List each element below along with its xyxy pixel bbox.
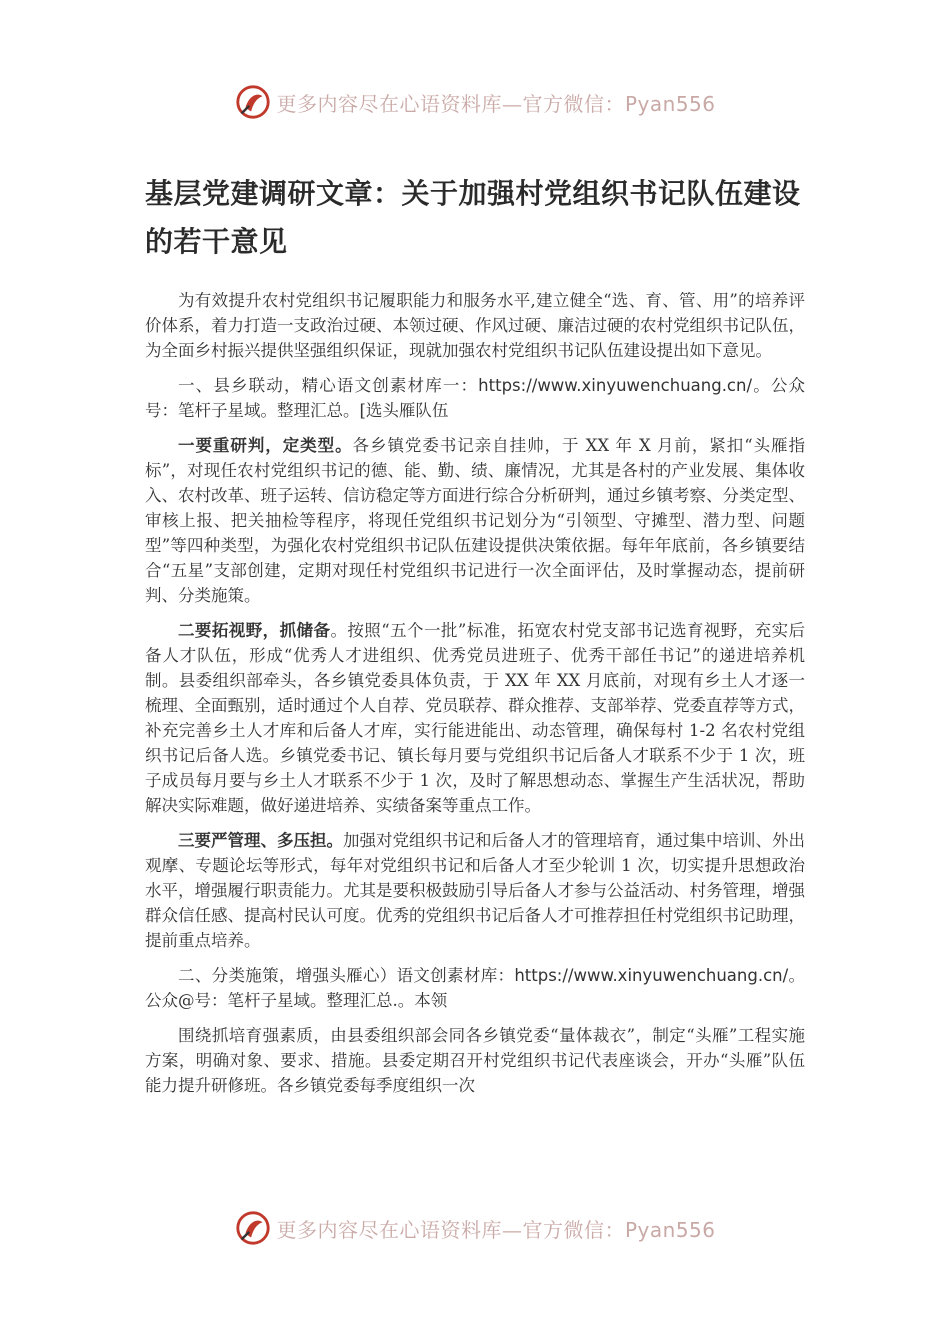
section2-heading: 二、分类施策，增强头雁心）语文创素材库：https://www.xinyuwenchuang.cn/。公众@号：笔杆子星域。整理汇总.。本领 xyxy=(145,966,806,1010)
watermark-text: 更多内容尽在心语资料库—官方微信：Pyan556 xyxy=(276,1217,716,1242)
paragraph-4: 围绕抓培育强素质，由县委组织部会同各乡镇党委“量体裁衣”，制定“头雁”工程实施方案，明确对象、要求、措施。县委定期召开村党组织书记代表座谈会，开办“头雁”队伍能力提升研修班。各乡镇党委每季度组织一次 xyxy=(145,1026,805,1095)
section2-url: https://www.xinyuwenchuang.cn/ xyxy=(514,966,789,985)
paragraph-2-lead: 二要拓视野，抓储备 xyxy=(178,621,331,640)
watermark-banner-top xyxy=(0,82,950,122)
watermark-banner-bottom xyxy=(0,1208,950,1248)
paragraph-2: 二要拓视野，抓储备。按照“五个一批”标准，拓宽农村党支部书记选育视野，充实后备人才队伍，形成“优秀人才进组织、优秀党员进班子、优秀干部任书记”的递进培养机制。县委组织部牵头，各乡镇党委具体负责，于 XX 年 XX 月底前，对现有乡土人才逐一梳理、全面甄别，适时通过个人自荐、党员联荐、群众推荐、支部举荐、党委直荐等方式，补充完善乡土人才库和后备人才库，实行能进能出、动态管理，确保每村 1-2 名农村党组织书记后备人选。乡镇党委书记、镇长每月要与党组织书记后备人才联系不少于 1 次，班子成员每月要与乡土人才联系不少于 1 次，及时了解思想动态、掌握生产生活状况，帮助解决实际难题，做好递进培养、实绩备案等重点工作。 xyxy=(145,621,806,815)
paragraph-1-lead: 一要重研判，定类型。 xyxy=(178,436,353,455)
document-title: 基层党建调研文章：关于加强村党组织书记队伍建设的若干意见 xyxy=(145,177,801,258)
document-body xyxy=(145,170,805,1098)
watermark-logo-icon xyxy=(234,1209,272,1247)
section1-url: https://www.xinyuwenchuang.cn/ xyxy=(478,376,753,395)
paragraph-3-lead: 三要严管理、多压担。 xyxy=(178,831,343,850)
paragraph-3: 三要严管理、多压担。加强对党组织书记和后备人才的管理培育，通过集中培训、外出观摩、专题论坛等形式，每年对党组织书记和后备人才至少轮训 1 次，切实提升思想政治水平，增强履行职责能力。尤其是要积极鼓励引导后备人才参与公益活动、村务管理，增强群众信任感、提高村民认可度。优秀的党组织书记后备人才可推荐担任村党组织书记助理，提前重点培养。 xyxy=(145,831,805,950)
watermark-text: 更多内容尽在心语资料库—官方微信：Pyan556 xyxy=(276,91,716,116)
watermark-logo-icon xyxy=(234,83,272,121)
paragraph-1: 一要重研判，定类型。各乡镇党委书记亲自挂帅，于 XX 年 X 月前，紧扣“头雁指标”，对现任农村党组织书记的德、能、勤、绩、廉情况，尤其是各村的产业发展、集体收入、农村改革、班子运转、信访稳定等方面进行综合分析研判，通过乡镇考察、分类定型、审核上报、把关抽检等程序，将现任党组织书记划分为“引领型、守摊型、潜力型、问题型”等四种类型，为强化农村党组织书记队伍建设提供决策依据。每年年底前，各乡镇要结合“五星”支部创建，定期对现任村党组织书记进行一次全面评估，及时掌握动态，提前研判、分类施策。 xyxy=(145,436,806,605)
intro-paragraph: 为有效提升农村党组织书记履职能力和服务水平,建立健全“选、育、管、用”的培养评价体系，着力打造一支政治过硬、本领过硬、作风过硬、廉洁过硬的农村党组织书记队伍，为全面乡村振兴提供坚强组织保证，现就加强农村党组织书记队伍建设提出如下意见。 xyxy=(145,291,805,360)
section1-heading: 一、县乡联动，精心语文创素材库一：https://www.xinyuwenchuang.cn/。公众号：笔杆子星域。整理汇总。[选头雁队伍 xyxy=(145,376,806,420)
